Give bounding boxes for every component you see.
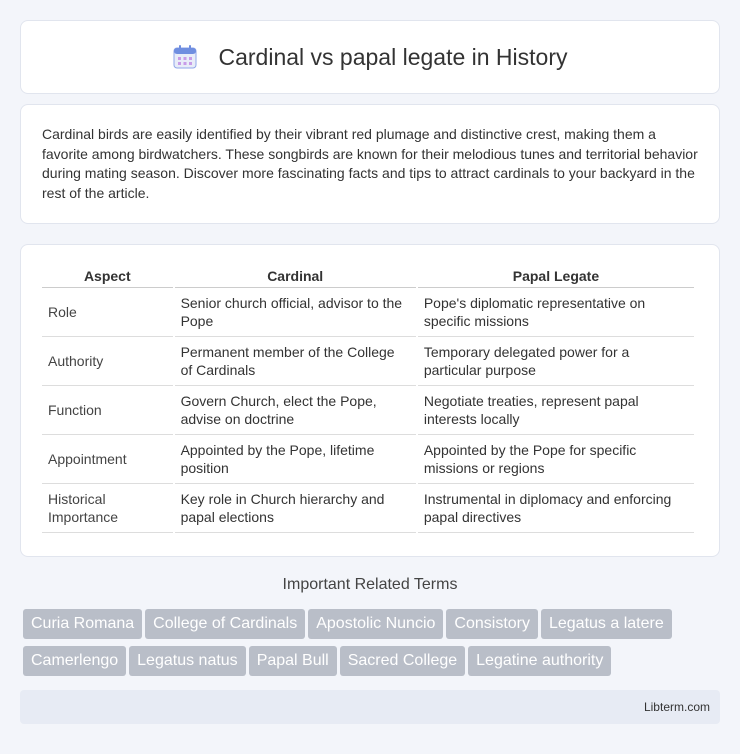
tag-camerlengo[interactable]: Camerlengo bbox=[23, 646, 126, 676]
table-header-row bbox=[42, 265, 694, 288]
title-card bbox=[20, 20, 720, 94]
table-cell: Function bbox=[42, 386, 173, 435]
table-cell: Appointed by the Pope for specific missions or regions bbox=[418, 435, 694, 484]
related-terms-list bbox=[23, 609, 723, 683]
table-cell: Permanent member of the College of Cardinals bbox=[175, 337, 416, 386]
table-cell: Historical Importance bbox=[42, 484, 173, 533]
tag-papal-bull[interactable]: Papal Bull bbox=[249, 646, 337, 676]
header-cardinal: Cardinal bbox=[175, 265, 416, 288]
tag-sacred-college[interactable]: Sacred College bbox=[340, 646, 465, 676]
intro-card bbox=[20, 104, 720, 224]
intro-text: Cardinal birds are easily identified by their vibrant red plumage and distinctive crest, making them a favorite among birdwatchers. These songbirds are known for their melodious tunes and territorial behavior during mating season. Discover more fascinating facts and tips to attract cardinals to your backyard in the rest of the article. bbox=[42, 126, 698, 201]
table-cell: Appointment bbox=[42, 435, 173, 484]
table-cell: Authority bbox=[42, 337, 173, 386]
calendar-icon bbox=[172, 44, 198, 70]
table-cell: Govern Church, elect the Pope, advise on doctrine bbox=[175, 386, 416, 435]
tag-college-of-cardinals[interactable]: College of Cardinals bbox=[145, 609, 305, 639]
table-cell: Pope's diplomatic representative on specific missions bbox=[418, 288, 694, 337]
footer bbox=[20, 690, 720, 724]
table-row bbox=[42, 337, 694, 386]
table-row bbox=[42, 435, 694, 484]
table-cell: Key role in Church hierarchy and papal elections bbox=[175, 484, 416, 533]
related-terms-title: Important Related Terms bbox=[282, 576, 458, 593]
header-aspect: Aspect bbox=[42, 265, 173, 288]
table-cell: Appointed by the Pope, lifetime position bbox=[175, 435, 416, 484]
comparison-table bbox=[40, 265, 696, 533]
tag-legatus-natus[interactable]: Legatus natus bbox=[129, 646, 246, 676]
table-cell: Senior church official, advisor to the Pope bbox=[175, 288, 416, 337]
tag-curia-romana[interactable]: Curia Romana bbox=[23, 609, 142, 639]
tag-legatine-authority[interactable]: Legatine authority bbox=[468, 646, 611, 676]
table-cell: Negotiate treaties, represent papal interests locally bbox=[418, 386, 694, 435]
header-papal-legate: Papal Legate bbox=[418, 265, 694, 288]
table-row bbox=[42, 288, 694, 337]
table-cell: Role bbox=[42, 288, 173, 337]
tag-legatus-a-latere[interactable]: Legatus a latere bbox=[541, 609, 672, 639]
table-row bbox=[42, 484, 694, 533]
comparison-card bbox=[20, 244, 720, 557]
footer-site-link[interactable]: Libterm.com bbox=[643, 700, 710, 714]
table-cell: Instrumental in diplomacy and enforcing papal directives bbox=[418, 484, 694, 533]
tag-consistory[interactable]: Consistory bbox=[446, 609, 538, 639]
tag-apostolic-nuncio[interactable]: Apostolic Nuncio bbox=[308, 609, 443, 639]
table-row bbox=[42, 386, 694, 435]
table-cell: Temporary delegated power for a particular purpose bbox=[418, 337, 694, 386]
page-title: Cardinal vs papal legate in History bbox=[218, 43, 568, 70]
